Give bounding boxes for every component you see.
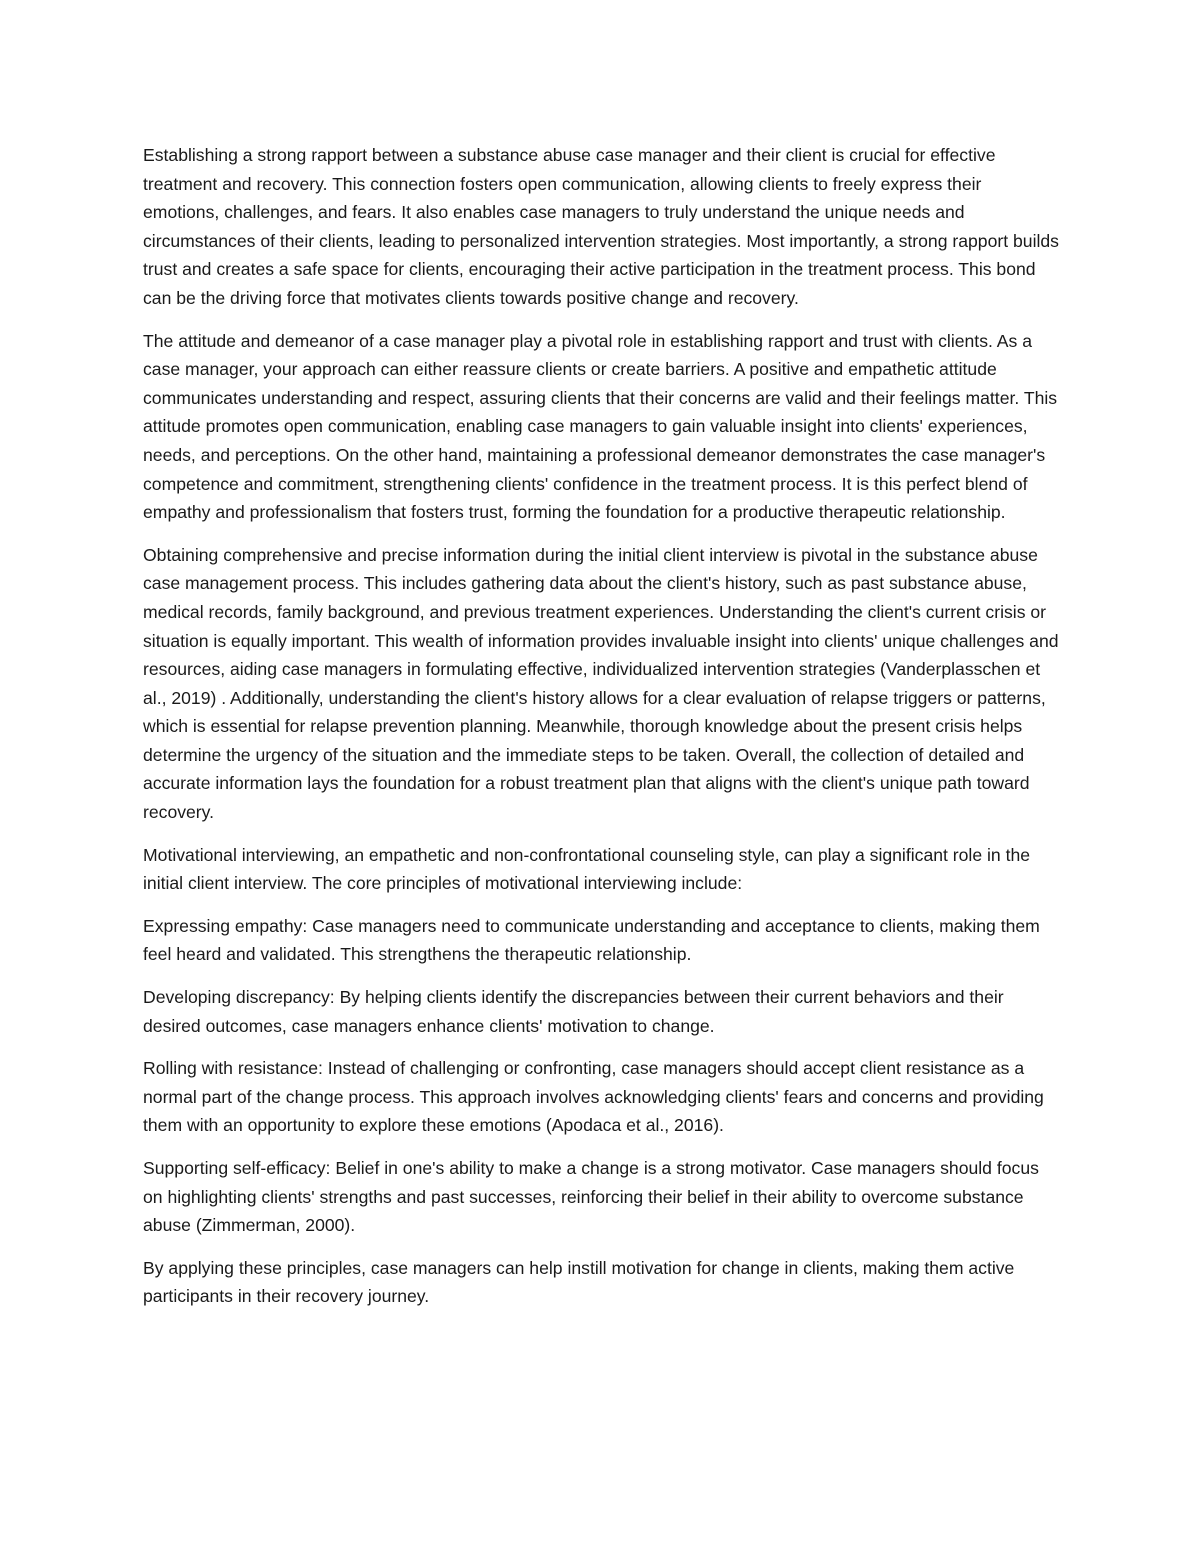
paragraph-expressing-empathy: Expressing empathy: Case managers need to communicate understanding and acceptance to clients, making them feel heard and validated. This strengthens the therapeutic relationship. <box>143 915 1040 965</box>
paragraph-attitude-demeanor: The attitude and demeanor of a case manager play a pivotal role in establishing rapport and trust with clients. As a case manager, your approach can either reassure clients or create barriers. A positive and empathetic attitude communicates understanding and respect, assuring clients that their concerns are valid and their feelings matter. This attitude promotes open communication, enabling case managers to gain valuable insight into clients' experiences, needs, and perceptions. On the other hand, maintaining a professional demeanor demonstrates the case manager's competence and commitment, strengthening clients' confidence in the treatment process. It is this perfect blend of empathy and professionalism that fosters trust, forming the foundation for a productive therapeutic relationship. <box>143 330 1058 523</box>
paragraph-information-gathering: Obtaining comprehensive and precise information during the initial client interview is pivotal in the substance abuse case management process. This includes gathering data about the client's history, such as past substance abuse, medical records, family background, and previous treatment experiences. Understanding the client's current crisis or situation is equally important. This wealth of information provides invaluable insight into clients' unique challenges and resources, aiding case managers in formulating effective, individualized intervention strategies (Vanderplasschen et al., 2019) . Additionally, understanding the client's history allows for a clear evaluation of relapse triggers or patterns, which is essential for relapse prevention planning. Meanwhile, thorough knowledge about the present crisis helps determine the urgency of the situation and the immediate steps to be taken. Overall, the collection of detailed and accurate information lays the foundation for a robust treatment plan that aligns with the client's unique path toward recovery. <box>143 544 1059 823</box>
paragraph-rapport: Establishing a strong rapport between a substance abuse case manager and their client is crucial for effective treatment and recovery. This connection fosters open communication, allowing clients to freely express their emotions, challenges, and fears. It also enables case managers to truly understand the unique needs and circumstances of their clients, leading to personalized intervention strategies. Most importantly, a strong rapport builds trust and creates a safe space for clients, encouraging their active participation in the treatment process. This bond can be the driving force that motivates clients towards positive change and recovery. <box>143 145 1059 308</box>
document-body <box>143 141 1061 1325</box>
paragraph-supporting-self-efficacy: Supporting self-efficacy: Belief in one's ability to make a change is a strong motivator. Case managers should focus on highlighting clients' strengths and past successes, reinforcing their belief in their ability to overcome substance abuse (Zimmerman, 2000). <box>143 1158 1039 1236</box>
paragraph-motivational-interviewing: Motivational interviewing, an empathetic and non-confrontational counseling style, can play a significant role in the initial client interview. The core principles of motivational interviewing include: <box>143 844 1031 894</box>
paragraph-developing-discrepancy: Developing discrepancy: By helping clients identify the discrepancies between their current behaviors and their desired outcomes, case managers enhance clients' motivation to change. <box>143 987 1004 1036</box>
paragraph-conclusion: By applying these principles, case managers can help instill motivation for change in clients, making them active participants in their recovery journey. <box>143 1257 1015 1307</box>
paragraph-rolling-with-resistance: Rolling with resistance: Instead of challenging or confronting, case managers should accept client resistance as a normal part of the change process. This approach involves acknowledging clients' fears and concerns and providing them with an opportunity to explore these emotions (Apodaca et al., 2016). <box>143 1058 1044 1136</box>
